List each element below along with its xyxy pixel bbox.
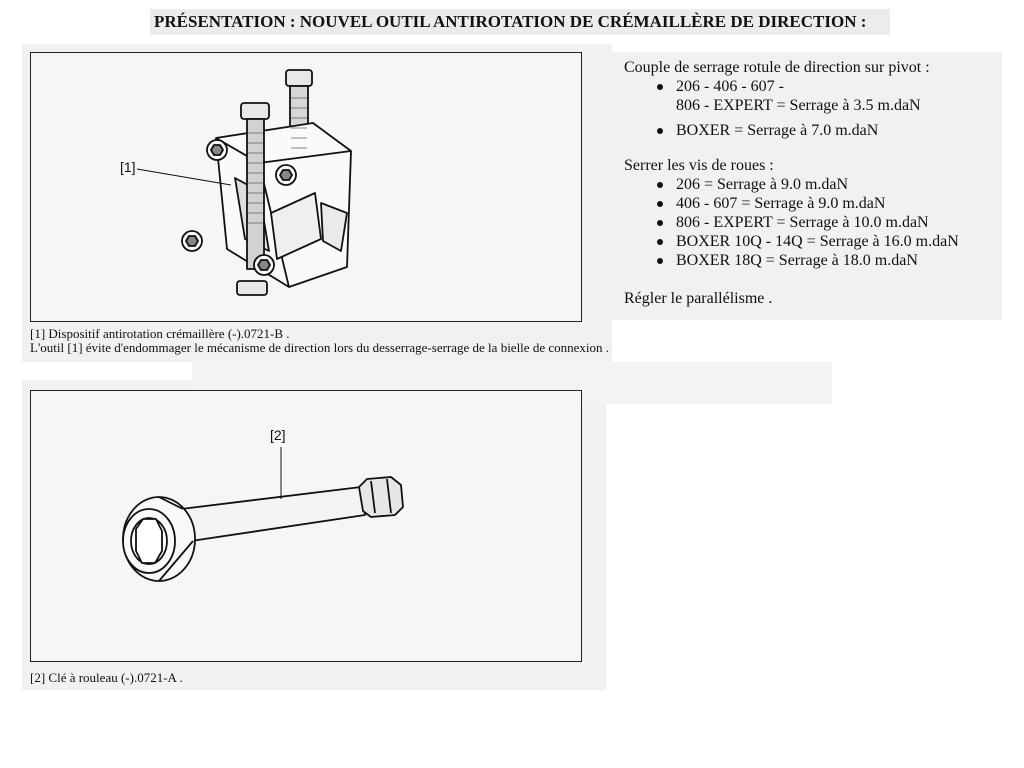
- bullet-icon: [657, 258, 663, 264]
- torque-item-1: 206 - 406 - 607 -: [624, 77, 1004, 96]
- alignment-instruction: Régler le parallélisme .: [624, 290, 773, 307]
- bullet-icon: [657, 128, 663, 134]
- wheels-item-4: BOXER 10Q - 14Q = Serrage à 16.0 m.daN: [624, 232, 1004, 251]
- callout-1-label: [1]: [120, 159, 136, 175]
- figure-2-frame: [30, 390, 582, 662]
- bullet-icon: [657, 220, 663, 226]
- specifications-panel: [624, 58, 1004, 308]
- torque-heading: Couple de serrage rotule de direction sur pivot :: [624, 59, 930, 76]
- bullet-icon: [657, 182, 663, 188]
- anti-rotation-tool-illustration: [31, 53, 583, 323]
- figure-1-frame: [30, 52, 582, 322]
- figure-1-caption-line-1: [1] Dispositif antirotation crémaillère (-).0721-B .: [30, 326, 290, 341]
- wheels-item-5: BOXER 18Q = Serrage à 18.0 m.daN: [624, 251, 1004, 270]
- wheels-item-1: 206 = Serrage à 9.0 m.daN: [624, 175, 1004, 194]
- callout-1-leader: [137, 169, 231, 185]
- figure-1-caption-line-2: L'outil [1] évite d'endommager le mécanisme de direction lors du desserrage-serrage de la bielle de connexion .: [30, 340, 609, 355]
- bullet-icon: [657, 201, 663, 207]
- callout-2-label: [2]: [270, 427, 286, 443]
- torque-item-1-continued: 806 - EXPERT = Serrage à 3.5 m.daN: [676, 97, 921, 114]
- bullet-icon: [657, 84, 663, 90]
- bullet-icon: [657, 239, 663, 245]
- roller-wrench-illustration: [31, 391, 583, 663]
- page-title: PRÉSENTATION : NOUVEL OUTIL ANTIROTATION DE CRÉMAILLÈRE DE DIRECTION :: [150, 9, 890, 35]
- wheels-item-2: 406 - 607 = Serrage à 9.0 m.daN: [624, 194, 1004, 213]
- wheels-heading: Serrer les vis de roues :: [624, 157, 774, 174]
- wheels-item-3: 806 - EXPERT = Serrage à 10.0 m.daN: [624, 213, 1004, 232]
- torque-item-2: BOXER = Serrage à 7.0 m.daN: [624, 121, 1004, 140]
- figure-2-caption: [2] Clé à rouleau (-).0721-A .: [30, 670, 183, 685]
